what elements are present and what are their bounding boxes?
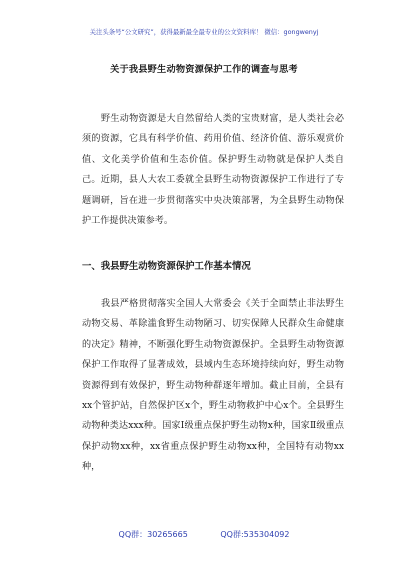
section-heading: 一、我县野生动物资源保护工作基本情况 xyxy=(82,261,251,272)
intro-paragraph: 野生动物资源是大自然留给人类的宝贵财富，是人类社会必须的资源，它具有科学价值、药用价值、经济价值、游乐观赏价值、文化美学价值和生态价值。保护野生动物就是保护人类自己。近期，县人大农工委就全县野生动物资源保护工作进行了专题调研，旨在进一步贯彻落实中央决策部署，为全县野生动物保护工作提供决策参考。 xyxy=(82,114,344,227)
footer-qq-group-2: QQ群:535304092 xyxy=(220,530,290,539)
document-title: 关于我县野生动物资源保护工作的调查与思考 xyxy=(110,64,298,75)
footer-qq-group-1: QQ群：30265665 xyxy=(118,530,188,539)
body-paragraph: 我县严格贯彻落实全国人大常委会《关于全面禁止非法野生动物交易、革除滥食野生动物陋习、切实保障人民群众生命健康的决定》精神，不断强化野生动物资源保护。全县野生动物资源保护工作取得了显著成效，县域内生态环境持续向好，野生动物资源得到有效保护，野生动物种群逐年增加。截止目前，全县有xx个管护站，自然保护区x个，野生动物救护中心x个。全县野生动物种类达xxx种。国家Ⅰ级重点保护野生动物x种，国家Ⅱ级重点保护动物xx种，xx省重点保护野生动物xx种，全国特有动物xx种， xyxy=(82,299,344,473)
footer xyxy=(0,529,408,540)
header-note: 关注头条号“公文研究”，获得最新最全最专业的公文资料库！ 微信：gongwenyj xyxy=(89,28,319,36)
